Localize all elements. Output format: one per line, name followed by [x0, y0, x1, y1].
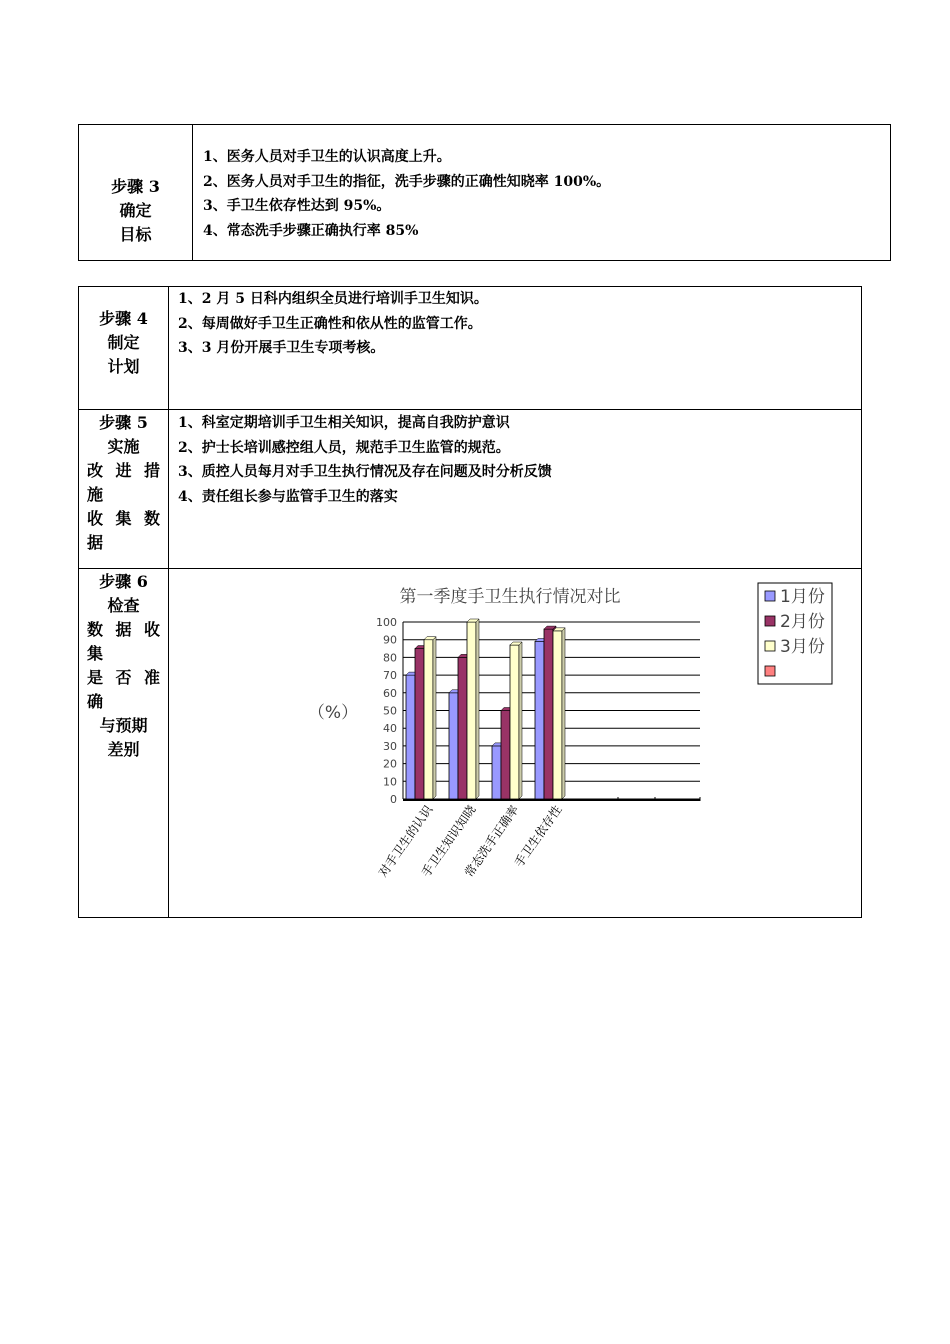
step6-label-line: 差别	[107, 740, 140, 759]
step5-label-line: 实施	[107, 437, 140, 456]
bar	[510, 645, 519, 799]
x-tick-label: 对手卫生的认识	[375, 802, 436, 880]
step3-item: 1、医务人员对手卫生的认识高度上升。	[203, 149, 451, 165]
x-tick-label: 常态洗手正确率	[461, 802, 522, 880]
y-axis-label: （%）	[307, 703, 359, 723]
y-tick-label: 80	[383, 651, 397, 665]
bar	[553, 631, 562, 799]
step6-label-line: 确	[87, 692, 104, 711]
y-tick-label: 40	[383, 722, 397, 736]
y-tick-label: 10	[383, 775, 397, 789]
step5-item: 2、护士长培训感控组人员，规范手卫生监管的规范。	[178, 439, 510, 456]
step6-label-line: 步骤 6	[99, 572, 148, 591]
y-tick-label: 20	[383, 757, 397, 771]
bar	[544, 629, 553, 799]
step5-label-line: 收集数	[87, 509, 160, 528]
step5-item: 1、科室定期培训手卫生相关知识，提高自我防护意识	[178, 415, 510, 431]
step5-label-line: 施	[87, 485, 104, 504]
y-tick-label: 0	[390, 793, 397, 806]
legend-swatch	[765, 641, 775, 651]
step6-label-line: 集	[87, 644, 104, 663]
legend-label: 3月份	[780, 637, 825, 657]
bar	[406, 675, 415, 799]
bar	[535, 641, 544, 799]
step6-label	[87, 570, 160, 762]
legend-swatch	[765, 591, 775, 601]
legend-swatch	[765, 616, 775, 626]
chart-title: 第一季度手卫生执行情况对比	[399, 587, 621, 607]
step3-item: 3、手卫生依存性达到 95%。	[203, 198, 391, 214]
step4-item: 2、每周做好手卫生正确性和依从性的监管工作。	[178, 315, 482, 332]
y-tick-label: 70	[383, 669, 397, 683]
bar-side	[519, 642, 522, 799]
y-tick-label: 30	[383, 739, 397, 753]
x-tick-label: 手卫生知识知晓	[418, 802, 479, 880]
step4-content	[178, 287, 488, 361]
step5-label	[87, 411, 160, 555]
legend-label: 2月份	[780, 612, 825, 632]
y-tick-label: 90	[383, 633, 397, 647]
step3-label-line: 步骤 3	[111, 177, 160, 196]
step5-label-line: 据	[87, 533, 104, 552]
step3-table	[78, 124, 891, 261]
y-tick-label: 60	[383, 686, 397, 700]
step3-content	[203, 145, 610, 243]
step3-item: 2、医务人员对手卫生的指征，洗手步骤的正确性知晓率 100%。	[203, 173, 611, 190]
bar-side	[562, 628, 565, 799]
step5-content	[178, 411, 552, 509]
legend-swatch	[765, 666, 775, 676]
step6-label-line: 数据收	[87, 620, 160, 639]
step3-item: 4、常态洗手步骤正确执行率 85%	[203, 222, 419, 239]
step5-item: 4、责任组长参与监管手卫生的落实	[178, 488, 398, 505]
bar	[492, 746, 501, 799]
step4-item: 1、2 月 5 日科内组织全员进行培训手卫生知识。	[178, 291, 488, 307]
bar-side	[476, 619, 479, 799]
bar	[415, 649, 424, 799]
y-tick-label: 100	[376, 616, 397, 629]
bar	[424, 640, 433, 799]
y-tick-label: 50	[383, 704, 397, 718]
chart-legend	[758, 583, 832, 684]
step6-label-line: 是否准	[87, 668, 160, 687]
legend-label: 1月份	[780, 587, 825, 607]
step4-label-line: 计划	[107, 357, 140, 376]
bar	[467, 622, 476, 799]
step3-label	[79, 175, 192, 247]
step5-label-line: 步骤 5	[99, 413, 148, 432]
step4-label-line: 制定	[107, 333, 140, 352]
step6-label-line: 检查	[107, 596, 140, 615]
step3-label-line: 目标	[119, 225, 152, 244]
bar-side	[433, 637, 436, 799]
bar	[501, 711, 510, 800]
step5-item: 3、质控人员每月对手卫生执行情况及存在问题及时分析反馈	[178, 464, 552, 480]
step4-item: 3、3 月份开展手卫生专项考核。	[178, 340, 385, 356]
step4-label-line: 步骤 4	[99, 309, 148, 328]
step6-label-line: 与预期	[99, 716, 148, 735]
bar-chart	[300, 575, 840, 895]
bar	[458, 657, 467, 799]
step4-label	[79, 307, 168, 379]
step3-label-line: 确定	[119, 201, 152, 220]
step5-label-line: 改进措	[87, 461, 160, 480]
bar	[449, 693, 458, 799]
x-tick-label: 手卫生依存性	[511, 802, 565, 870]
